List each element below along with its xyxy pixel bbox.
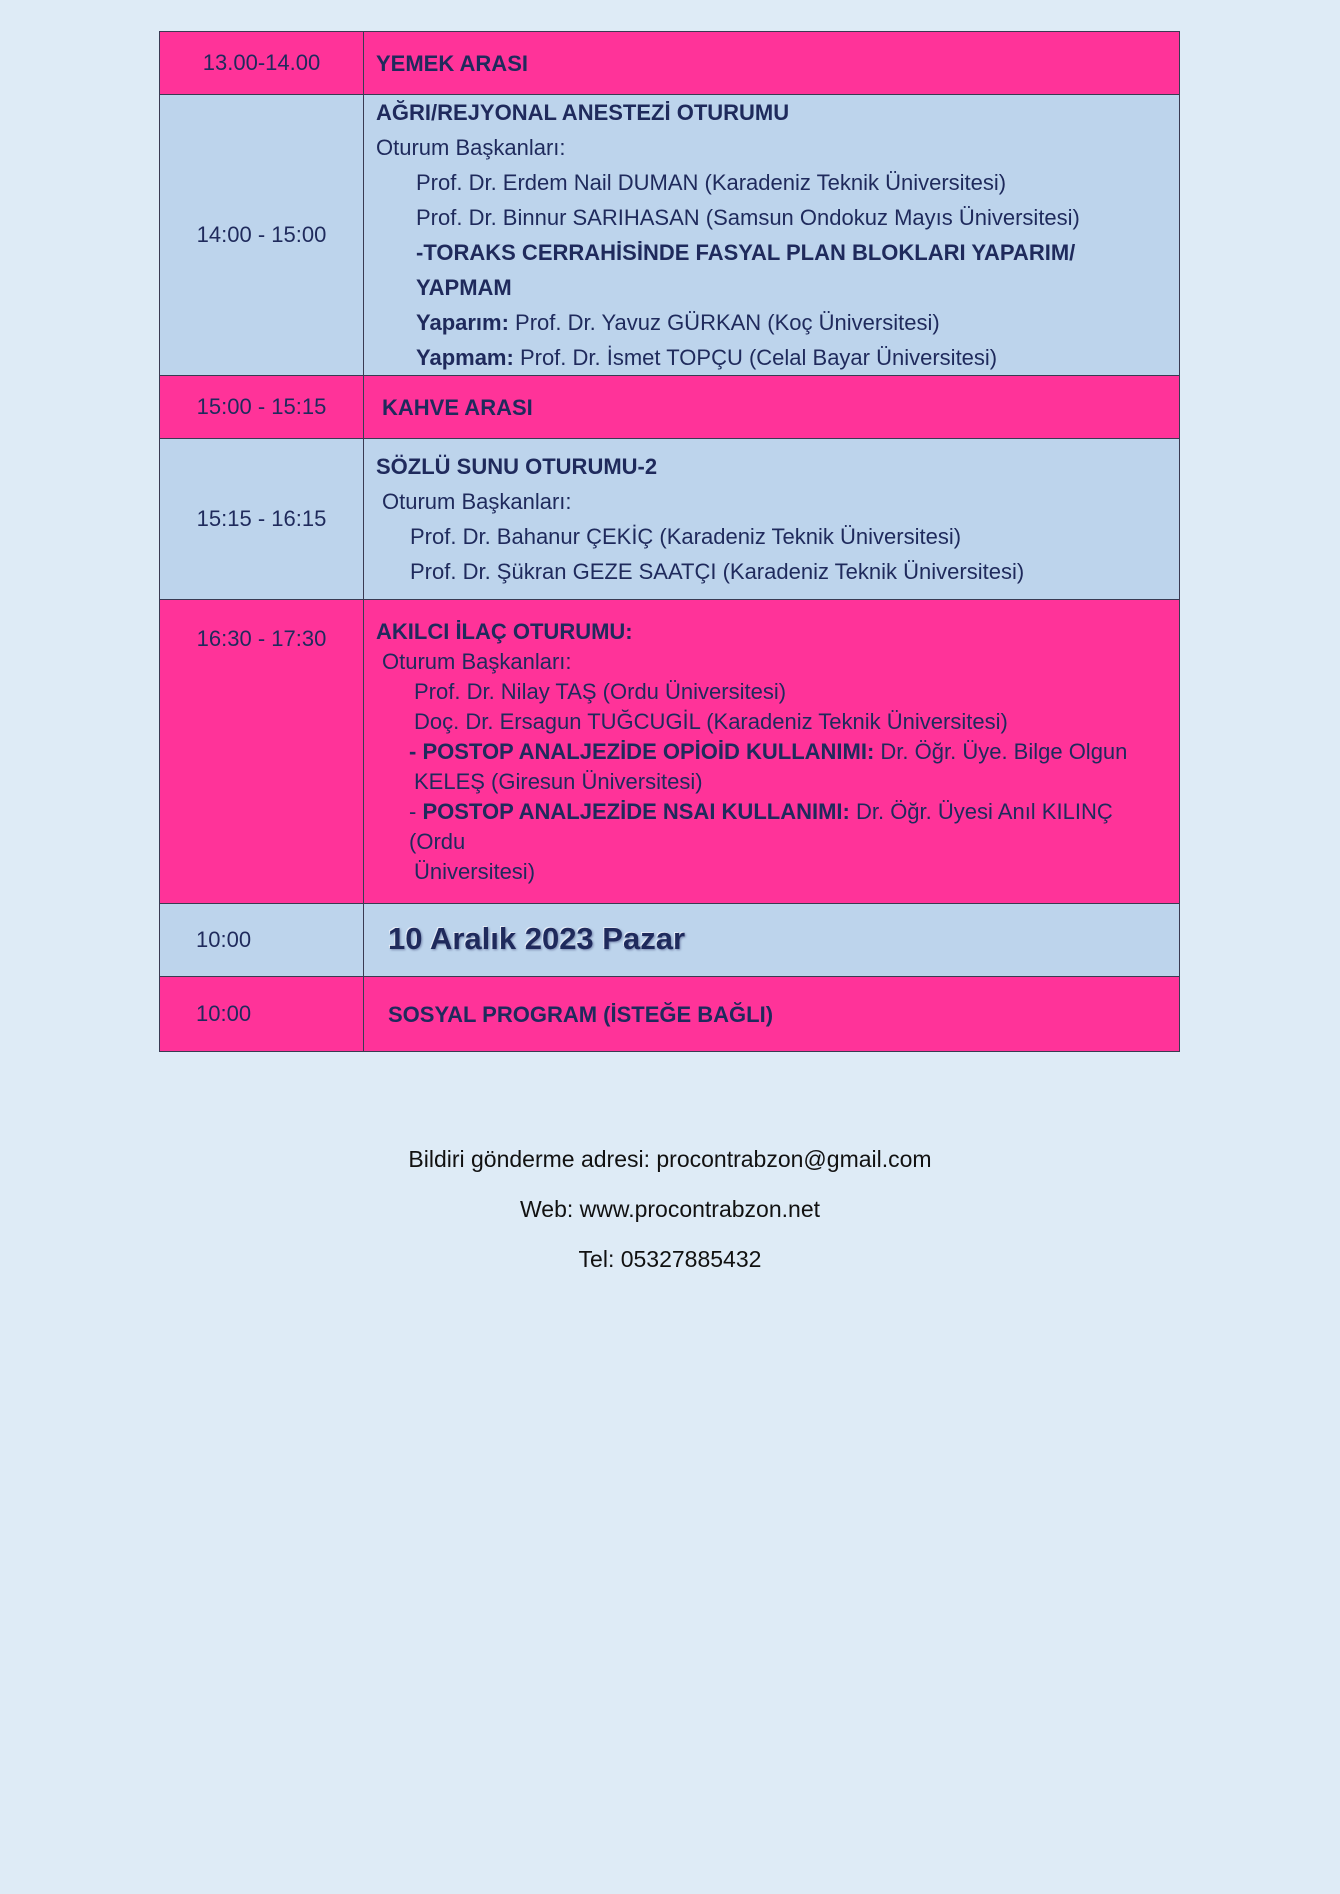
speaker-name-cont: Üniversitesi) [414, 858, 536, 884]
schedule-row-drug-session [160, 600, 1180, 904]
chairs-label: Oturum Başkanları: [376, 135, 566, 160]
contact-phone: Tel: 05327885432 [578, 1246, 762, 1272]
time-cell: 15:15 - 16:15 [160, 439, 364, 600]
chair-name: Prof. Dr. Nilay TAŞ (Ordu Üniversitesi) [414, 678, 787, 704]
session-title: AKILCI İLAÇ OTURUMU: [376, 618, 633, 644]
day-heading: 10 Aralık 2023 Pazar [388, 921, 686, 956]
speaker-role: Yaparım: [416, 310, 509, 335]
session-title: SÖZLÜ SUNU OTURUMU-2 [376, 454, 658, 479]
speaker-line [376, 305, 1167, 340]
chairs-label: Oturum Başkanları: [382, 648, 572, 674]
speaker-name: Dr. Öğr. Üye. Bilge Olgun [874, 738, 1128, 764]
time-cell: 14:00 - 15:00 [160, 95, 364, 376]
session-content [364, 95, 1180, 376]
session-title: KAHVE ARASI [364, 376, 1180, 439]
chair-name: Prof. Dr. Şükran GEZE SAATÇI (Karadeniz Teknik Üniversitesi) [410, 559, 1025, 584]
speaker-line [376, 340, 1167, 375]
schedule-table [159, 31, 1180, 1052]
time-cell: 16:30 - 17:30 [160, 600, 364, 904]
session-title: SOSYAL PROGRAM (İSTEĞE BAĞLI) [364, 977, 1180, 1052]
chair-name: Doç. Dr. Ersagun TUĞCUGİL (Karadeniz Teknik Üniversitesi) [414, 708, 1008, 734]
session-title: AĞRI/REJYONAL ANESTEZİ OTURUMU [376, 100, 790, 125]
talk-prefix: - [409, 798, 423, 824]
time-cell: 10:00 [160, 977, 364, 1052]
speaker-name: Dr. Öğr. Üyesi Anıl KILINÇ (Ordu [409, 798, 1113, 854]
time-cell: 15:00 - 15:15 [160, 376, 364, 439]
schedule-row-pain-session [160, 95, 1180, 376]
chair-name: Prof. Dr. Erdem Nail DUMAN (Karadeniz Teknik Üniversitesi) [416, 170, 1007, 195]
talk-line [376, 797, 1167, 857]
talk-title: - POSTOP ANALJEZİDE OPİOİD KULLANIMI: [409, 738, 875, 764]
contact-web: Web: www.procontrabzon.net [519, 1196, 820, 1222]
session-content [364, 600, 1180, 904]
speaker-name: Prof. Dr. Yavuz GÜRKAN (Koç Üniversitesi) [508, 310, 940, 335]
schedule-row-lunch [160, 32, 1180, 95]
schedule-row-coffee [160, 376, 1180, 439]
chair-name: Prof. Dr. Binnur SARIHASAN (Samsun Ondokuz Mayıs Üniversitesi) [416, 205, 1080, 230]
speaker-name-cont: KELEŞ (Giresun Üniversitesi) [414, 768, 703, 794]
talk-title: POSTOP ANALJEZİDE NSAI KULLANIMI: [422, 798, 850, 824]
session-title: YEMEK ARASI [364, 32, 1180, 95]
chair-name: Prof. Dr. Bahanur ÇEKİÇ (Karadeniz Teknik Üniversitesi) [410, 524, 962, 549]
talk-line [376, 737, 1167, 767]
debate-topic: -TORAKS CERRAHİSİNDE FASYAL PLAN BLOKLARI YAPARIM/ YAPMAM [416, 240, 1076, 300]
schedule-row-social [160, 977, 1180, 1052]
chairs-label: Oturum Başkanları: [382, 489, 572, 514]
speaker-name: Prof. Dr. İsmet TOPÇU (Celal Bayar Üniversitesi) [513, 345, 998, 370]
schedule-row-date [160, 904, 1180, 977]
time-cell: 10:00 [160, 904, 364, 977]
session-content [364, 904, 1180, 977]
contact-email: Bildiri gönderme adresi: procontrabzon@gmail.com [408, 1146, 932, 1172]
speaker-role: Yapmam: [416, 345, 514, 370]
session-content [364, 439, 1180, 600]
time-cell: 13.00-14.00 [160, 32, 364, 95]
schedule-row-oral-session [160, 439, 1180, 600]
